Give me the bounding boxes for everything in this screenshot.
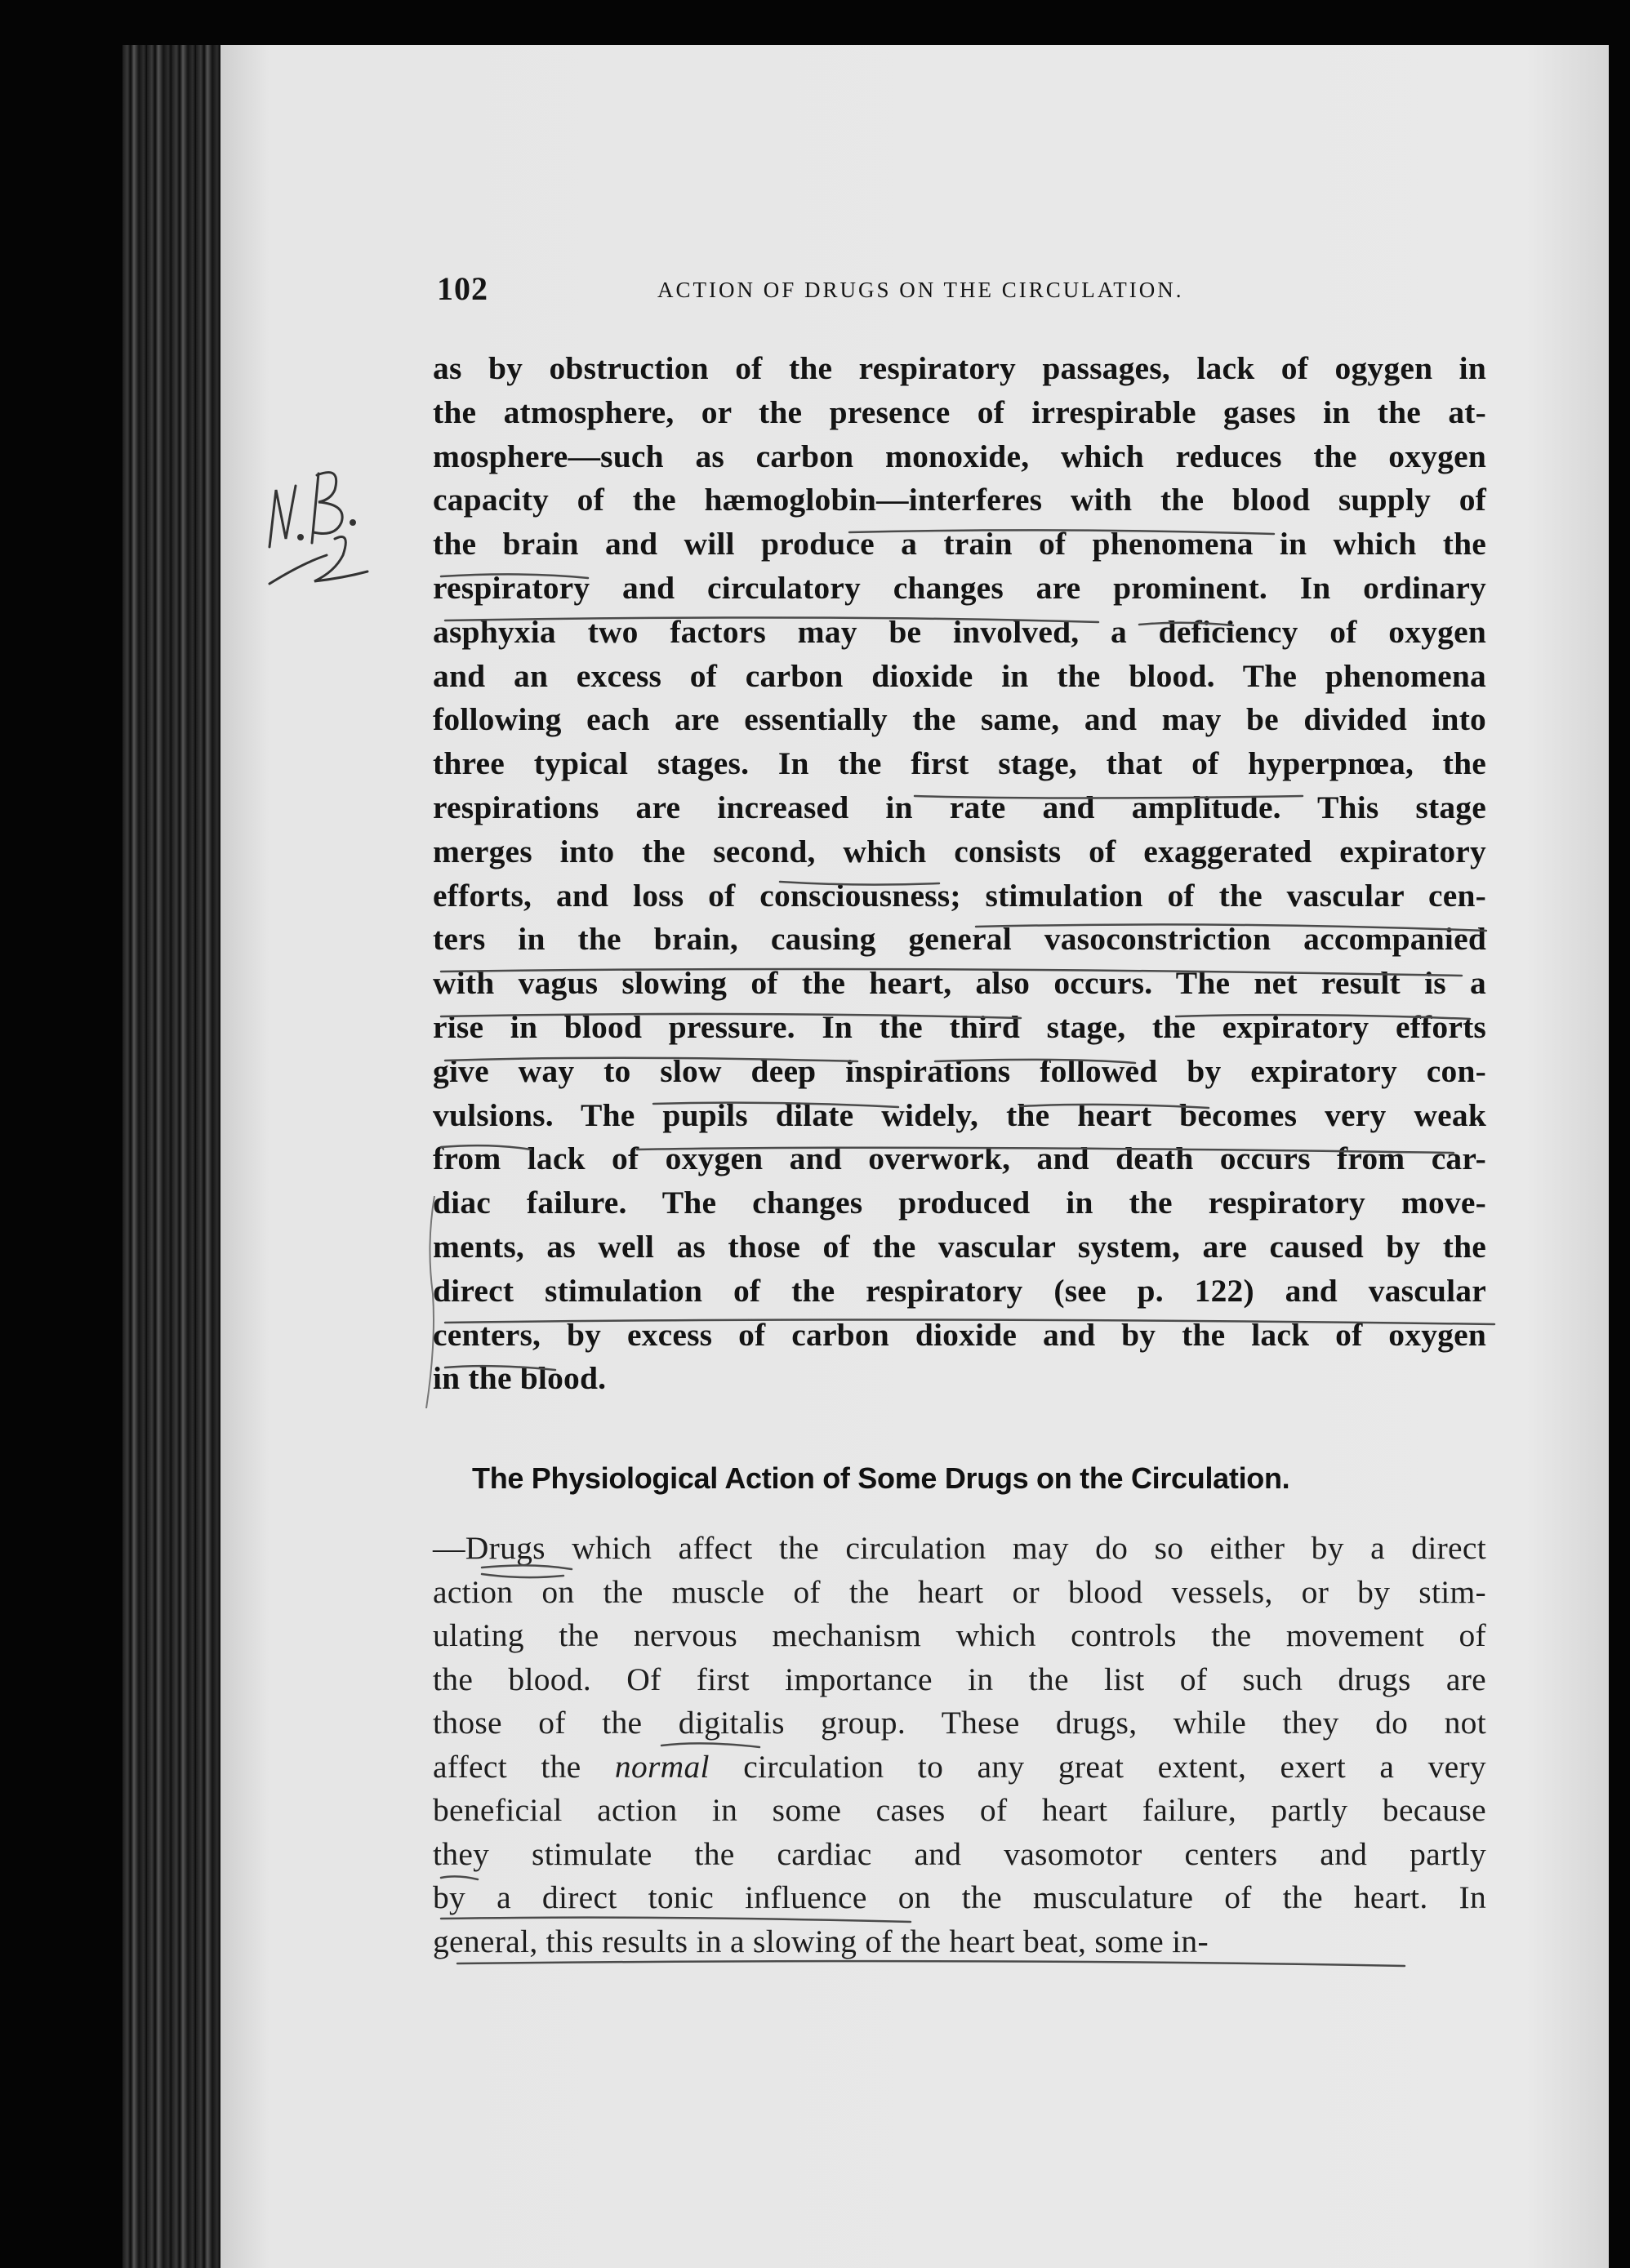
text-line: efforts, and loss of consciousness; stimulation of the vascular cen-	[433, 877, 1486, 914]
text-line: three typical stages. In the first stage, that of hyperpnœa, the	[433, 745, 1486, 782]
text-line: direct stimulation of the respiratory (see p. 122) and vascular	[433, 1272, 1486, 1309]
text-line: the brain and will produce a train of phenomena in which the	[433, 526, 1486, 563]
text-line: ters in the brain, causing general vasoconstriction accompanied	[433, 921, 1486, 958]
text-line: capacity of the hæmoglobin—interferes with the blood supply of	[433, 482, 1486, 518]
text-line: centers, by excess of carbon dioxide and by the lack of oxygen	[433, 1316, 1486, 1353]
text-line: following each are essentially the same, and may be divided into	[433, 701, 1486, 738]
paragraph-drugs	[433, 1527, 1486, 1963]
text-line: rise in blood pressure. In the third stage, the expiratory efforts	[433, 1008, 1486, 1045]
italic-word: normal	[614, 1748, 710, 1785]
paragraph-asphyxia	[433, 347, 1486, 1401]
text-line: asphyxia two factors may be involved, a deficiency of oxygen	[433, 613, 1486, 650]
text-line: from lack of oxygen and overwork, and death occurs from car-	[433, 1141, 1486, 1177]
text-line: ulating the nervous mechanism which controls the movement of	[433, 1617, 1486, 1653]
text-line: they stimulate the cardiac and vasomotor centers and partly	[433, 1835, 1486, 1872]
text-line: —Drugs which affect the circulation may do so either by a direct	[433, 1530, 1486, 1566]
text-line: diac failure. The changes produced in the respiratory move-	[433, 1185, 1486, 1221]
text-line: vulsions. The pupils dilate widely, the heart becomes very weak	[433, 1096, 1486, 1133]
page-header	[437, 269, 1490, 310]
text-line: and an excess of carbon dioxide in the blood. The phenomena	[433, 657, 1486, 694]
text-line: give way to slow deep inspirations followed by expiratory con-	[433, 1052, 1486, 1089]
handwritten-nb-annotation	[253, 441, 408, 604]
text-line: merges into the second, which consists of exaggerated expiratory	[433, 833, 1486, 869]
text-line: respirations are increased in rate and amplitude. This stage	[433, 789, 1486, 825]
text-line: action on the muscle of the heart or blood vessels, or by stim-	[433, 1573, 1486, 1610]
text-line: the atmosphere, or the presence of irrespirable gases in the at-	[433, 394, 1486, 430]
page-number: 102	[437, 270, 488, 307]
text-line: those of the digitalis group. These drugs, while they do not	[433, 1705, 1486, 1741]
running-title: ACTION OF DRUGS ON THE CIRCULATION.	[657, 278, 1184, 302]
text-line: with vagus slowing of the heart, also occurs. The net result is a	[433, 965, 1486, 1002]
text-line: ments, as well as those of the vascular system, are caused by the	[433, 1228, 1486, 1265]
text-line: the blood. Of first importance in the list of such drugs are	[433, 1661, 1486, 1697]
text-line: mosphere—such as carbon monoxide, which reduces the oxygen	[433, 438, 1486, 474]
text-line: in the blood.	[433, 1360, 607, 1397]
text-line: general, this results in a slowing of the heart beat, some in-	[433, 1923, 1209, 1959]
text-line: by a direct tonic influence on the musculature of the heart. In	[433, 1879, 1486, 1915]
text-line: as by obstruction of the respiratory passages, lack of ogygen in	[433, 350, 1486, 386]
text-line: affect the normal circulation to any great extent, exert a very	[433, 1748, 1486, 1785]
section-heading: The Physiological Action of Some Drugs on the Circulation.	[472, 1461, 1290, 1495]
text-line: respiratory and circulatory changes are prominent. In ordinary	[433, 569, 1486, 606]
book-binding-edge	[122, 45, 229, 2268]
text-line: beneficial action in some cases of heart failure, partly because	[433, 1792, 1486, 1828]
